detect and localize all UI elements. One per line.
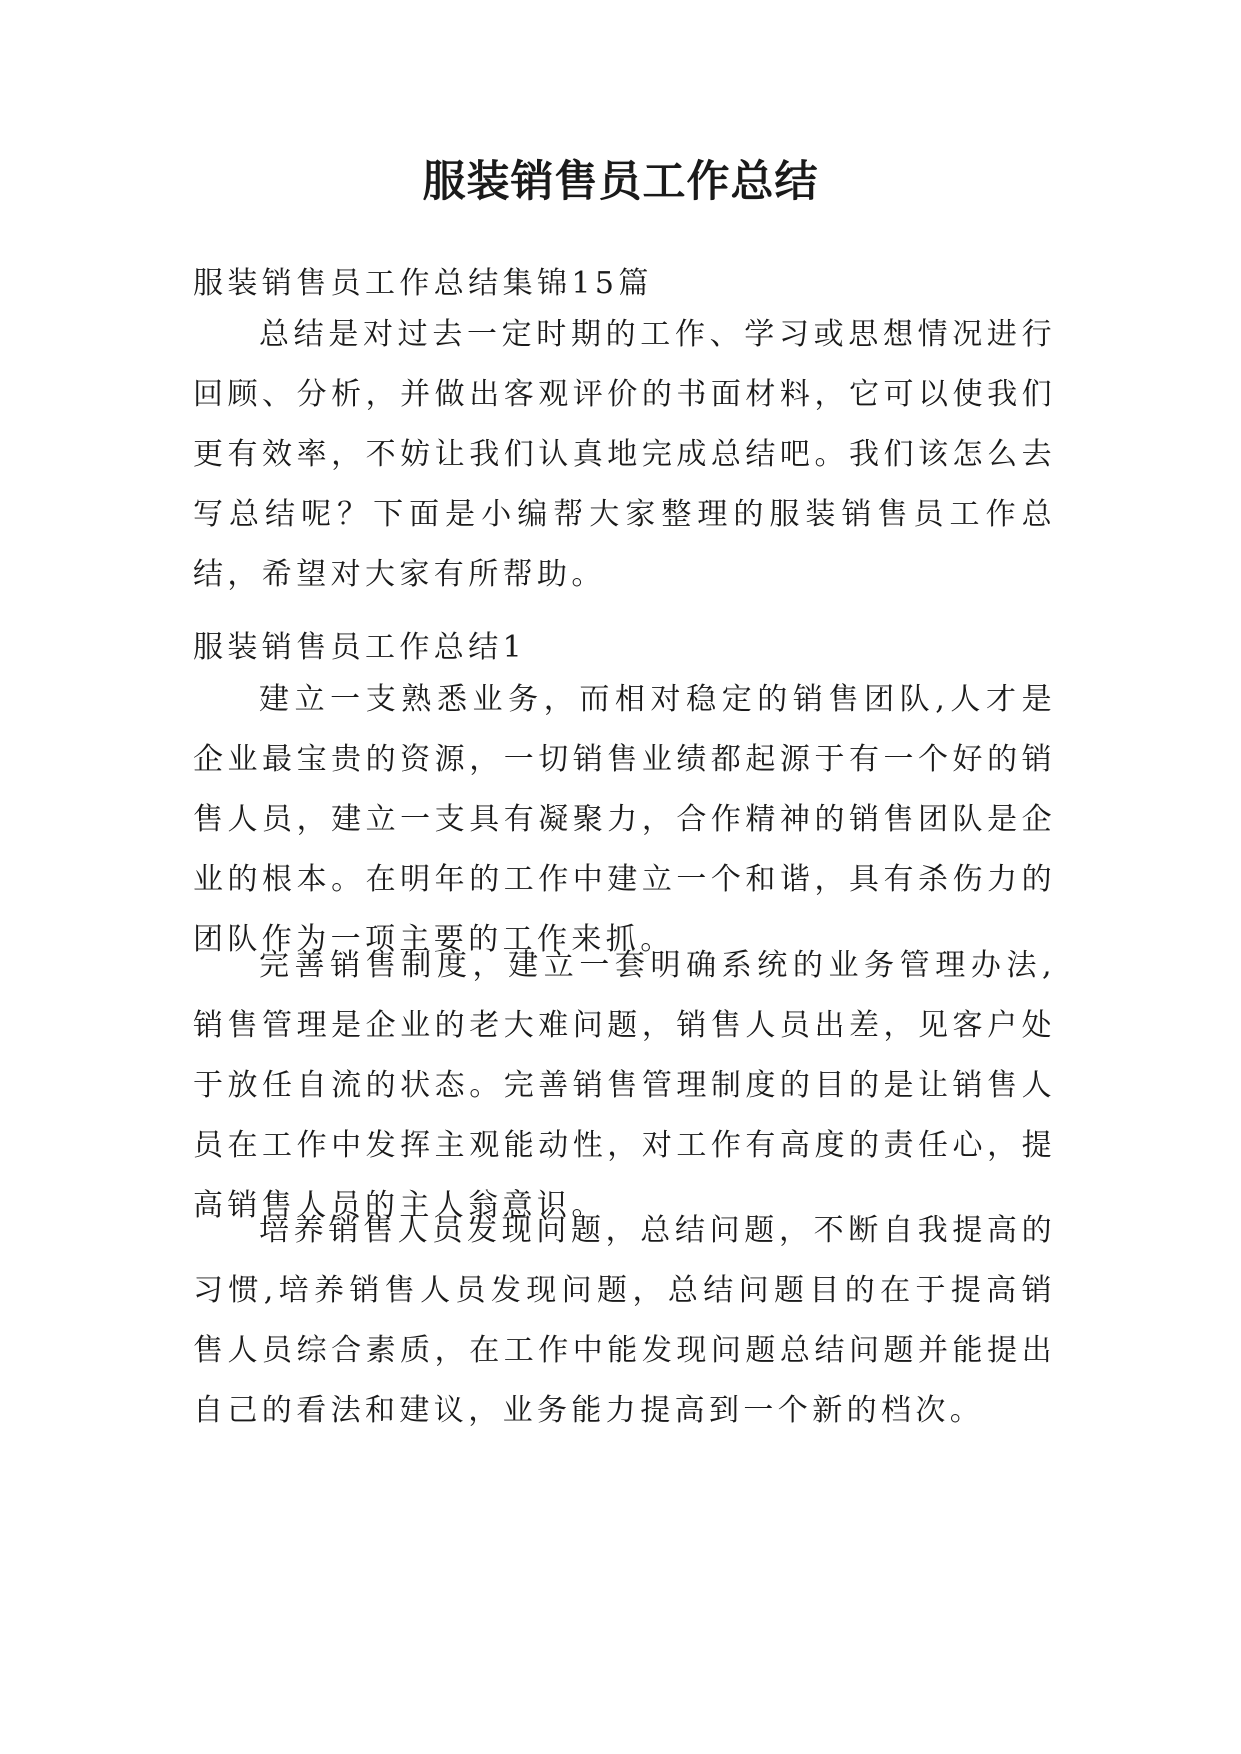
- paragraph-1: 建立一支熟悉业务，而相对稳定的销售团队,人才是企业最宝贵的资源，一切销售业绩都起源于有一个好的销售人员，建立一支具有凝聚力，合作精神的销售团队是企业的根本。在明年的工作中建立一个和谐，具有杀伤力的团队作为一项主要的工作来抓。: [193, 682, 1056, 957]
- paragraph-2: 完善销售制度，建立一套明确系统的业务管理办法,销售管理是企业的老大难问题，销售人员出差，见客户处于放任自流的状态。完善销售管理制度的目的是让销售人员在工作中发挥主观能动性，对工作有高度的责任心，提高销售人员的主人翁意识。: [193, 948, 1056, 1223]
- section-heading: 服装销售员工作总结1: [193, 630, 527, 665]
- document-title: 服装销售员工作总结: [422, 157, 819, 207]
- collection-heading: 服装销售员工作总结集锦15篇: [193, 266, 653, 301]
- intro-paragraph: 总结是对过去一定时期的工作、学习或思想情况进行回顾、分析，并做出客观评价的书面材料，它可以使我们更有效率，不妨让我们认真地完成总结吧。我们该怎么去写总结呢？下面是小编帮大家整理的服装销售员工作总结，希望对大家有所帮助。: [193, 317, 1056, 592]
- paragraph-3: 培养销售人员发现问题，总结问题，不断自我提高的习惯,培养销售人员发现问题，总结问题目的在于提高销售人员综合素质，在工作中能发现问题总结问题并能提出自己的看法和建议，业务能力提高到一个新的档次。: [193, 1213, 1056, 1428]
